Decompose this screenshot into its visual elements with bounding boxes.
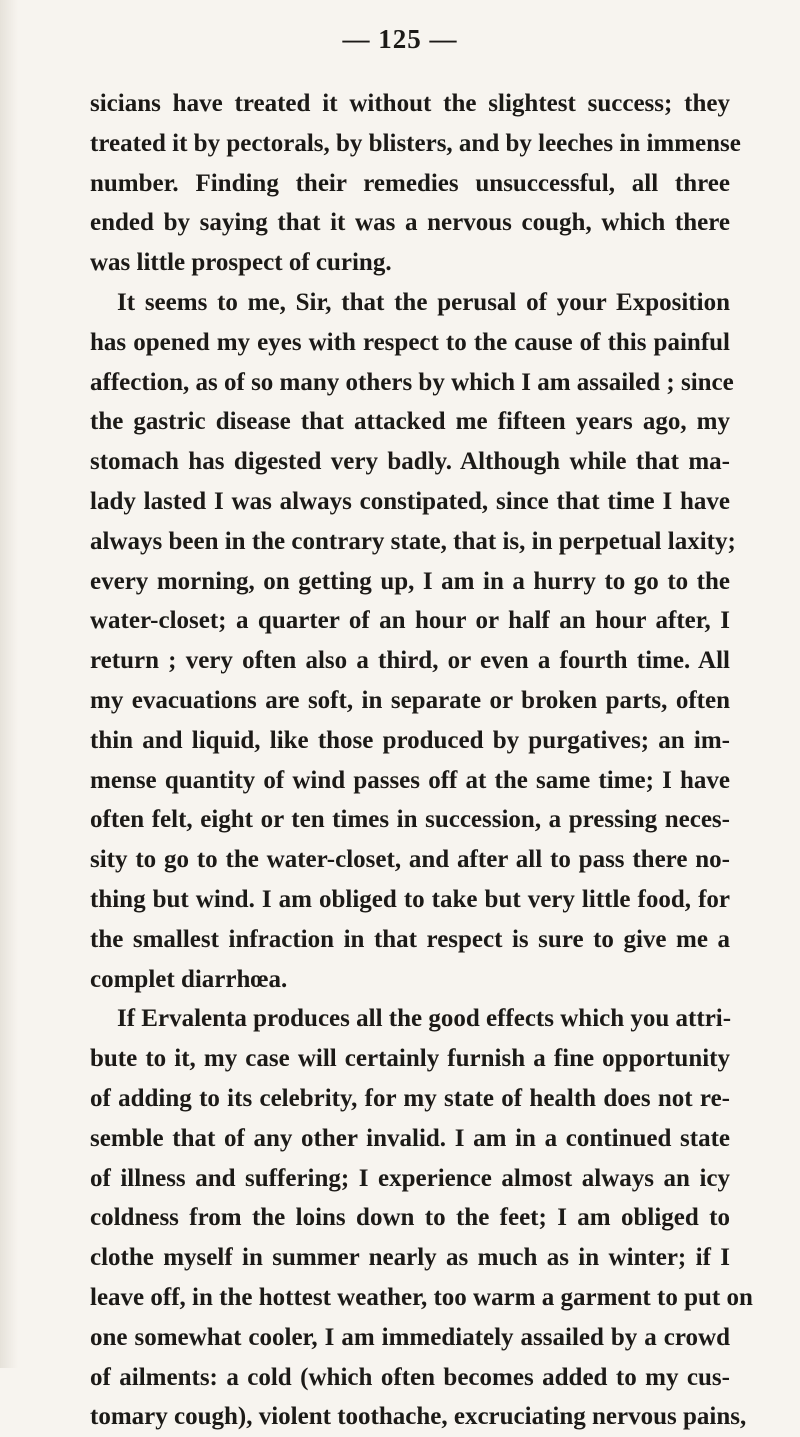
text-line: return ; very often also a third, or even a fourth time. All	[90, 647, 730, 675]
text-line: coldness from the loins down to the feet; I am obliged to	[90, 1204, 730, 1232]
text-line: every morning, on getting up, I am in a hurry to go to the	[90, 567, 730, 595]
text-line: stomach has digested very badly. Although while that ma-	[90, 448, 730, 476]
text-line: complet diarrhœa.	[90, 965, 288, 993]
body-text	[90, 84, 753, 1437]
text-line: mense quantity of wind passes off at the same time; I have	[90, 766, 730, 794]
text-line: thin and liquid, like those produced by purgatives; an im-	[90, 726, 730, 754]
paragraph-start-line: It seems to me, Sir, that the perusal of your Exposition	[117, 288, 730, 316]
paragraph-start-line: If Ervalenta produces all the good effects which you attri-	[117, 1005, 732, 1033]
text-line: treated it by pectorals, by blisters, and by leeches in immense	[90, 129, 741, 157]
text-line: was little prospect of curing.	[90, 249, 392, 277]
text-line: the gastric disease that attacked me fifteen years ago, my	[90, 408, 730, 436]
text-line: sity to go to the water-closet, and after all to pass there no-	[90, 846, 730, 874]
text-line: clothe myself in summer nearly as much as in winter; if I	[90, 1244, 730, 1272]
text-line: my evacuations are soft, in separate or broken parts, often	[90, 686, 730, 714]
text-line: of ailments: a cold (which often becomes added to my cus-	[90, 1363, 730, 1391]
text-line: ended by saying that it was a nervous cough, which there	[90, 209, 730, 237]
text-line: sicians have treated it without the slightest success; they	[90, 90, 730, 117]
text-line: semble that of any other invalid. I am in a continued state	[90, 1124, 730, 1152]
text-line: one somewhat cooler, I am immediately assailed by a crowd	[90, 1323, 730, 1351]
text-line: water-closet; a quarter of an hour or half an hour after, I	[90, 607, 730, 635]
text-line: has opened my eyes with respect to the cause of this painful	[90, 328, 730, 356]
text-line: the smallest infraction in that respect is sure to give me a	[90, 925, 730, 953]
page-number: — 125 —	[342, 24, 458, 54]
text-line: thing but wind. I am obliged to take but very little food, for	[90, 885, 730, 913]
text-line: of adding to its celebrity, for my state of health does not re-	[90, 1084, 730, 1112]
text-line: always been in the contrary state, that is, in perpetual laxity;	[90, 527, 736, 555]
text-line: bute to it, my case will certainly furnish a fine opportunity	[90, 1045, 730, 1073]
text-line: of illness and suffering; I experience almost always an icy	[90, 1164, 730, 1192]
text-line: tomary cough), violent toothache, excruciating nervous pains,	[90, 1403, 747, 1431]
page-edge-shadow	[0, 0, 18, 1368]
text-line: lady lasted I was always constipated, since that time I have	[90, 487, 730, 515]
text-line: affection, as of so many others by which I am assailed ; since	[90, 368, 734, 396]
text-line: often felt, eight or ten times in succession, a pressing neces-	[90, 806, 730, 834]
text-line: number. Finding their remedies unsuccessful, all three	[90, 169, 730, 197]
text-line: leave off, in the hottest weather, too warm a garment to put on	[90, 1283, 753, 1311]
